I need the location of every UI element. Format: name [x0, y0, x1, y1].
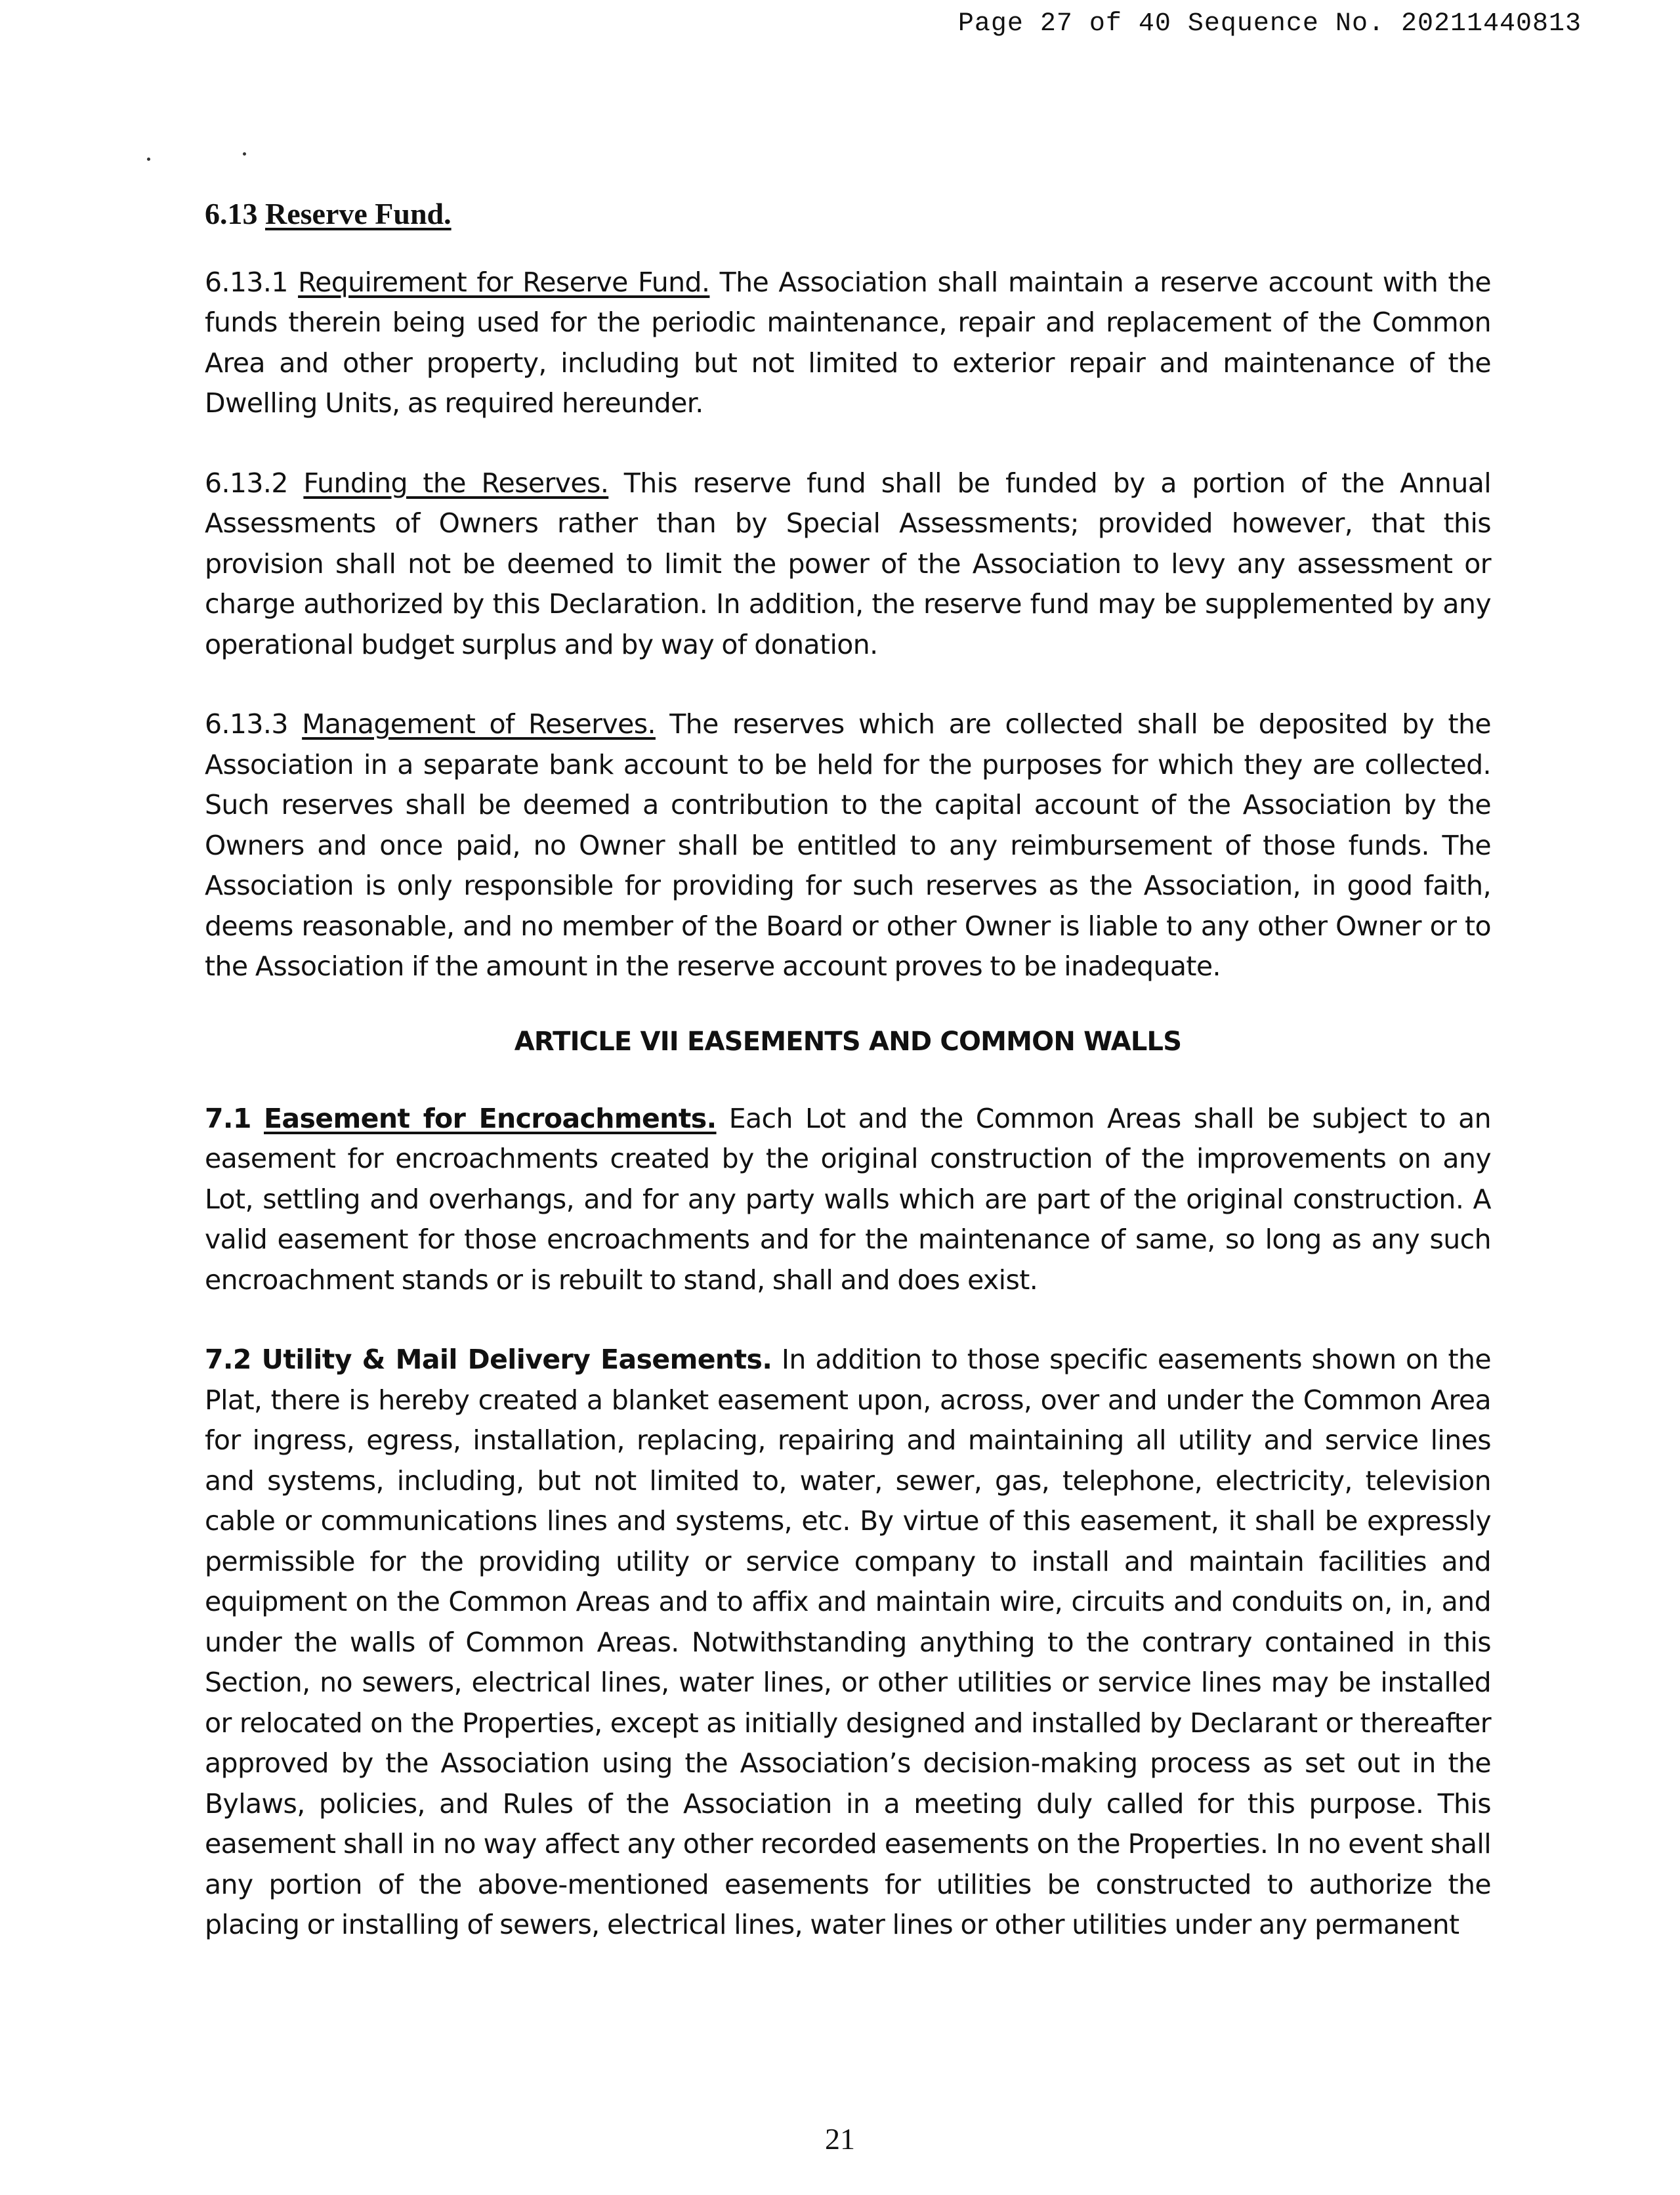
paragraph-number: 6.13.3	[205, 708, 288, 740]
paragraph-text: In addition to those specific easements shown on the Plat, there is hereby created a blanket easement upon, across, over and under the Common Area for ingress, egress, installation, replacing, repairing and maintaining all utility and service lines and systems, including, but not limited to, water, sewer, gas, telephone, electricity, television cable or communications lines and systems, etc. By virtue of this easement, it shall be expressly permissible for the providing utility or service company to install and maintain facilities and equipment on the Common Areas and to affix and maintain wire, circuits and conduits on, in, and under the walls of Common Areas. Notwithstanding anything to the contrary contained in this Section, no sewers, electrical lines, water lines, or other utilities or service lines may be installed or relocated on the Properties, except as initially designed and installed by Declarant or thereafter approved by the Association using the Association’s decision-making process as set out in the Bylaws, policies, and Rules of the Association in a meeting duly called for this purpose. This easement shall in no way affect any other recorded easements on the Properties. In no event shall any portion of the above-mentioned easements for utilities be constructed to authorize the placing or installing of sewers, electrical lines, water lines or other utilities under any permanent	[205, 1344, 1492, 1941]
paragraph-6-13-3	[205, 704, 1491, 987]
paragraph-number: 6.13.1	[205, 266, 288, 298]
paragraph-heading: Funding the Reserves.	[303, 467, 609, 499]
paragraph-text: The reserves which are collected shall be deposited by the Association in a separate bank account to be held for the purposes for which they are collected. Such reserves shall be deemed a contribution to the capital account of the Association by the Owners and once paid, no Owner shall be entitled to any reimbursement of those funds. The Association is only responsible for providing for such reserves as the Association, in good faith, deems reasonable, and no member of the Board or other Owner is liable to any other Owner or to the Association if the amount in the reserve account proves to be inadequate.	[205, 708, 1492, 983]
paragraph-6-13-2	[205, 463, 1491, 666]
document-body	[205, 194, 1491, 1985]
paragraph-number: 7.1	[205, 1102, 251, 1134]
paragraph-text: The Association shall maintain a reserve account with the funds therein being used for the periodic maintenance, repair and replacement of the Common Area and other property, including but not limited to exterior repair and maintenance of the Dwelling Units, as required hereunder.	[205, 266, 1492, 419]
paragraph-heading: Requirement for Reserve Fund.	[298, 266, 710, 298]
paragraph-7-1	[205, 1099, 1491, 1301]
paragraph-heading: Management of Reserves.	[302, 708, 656, 740]
paragraph-6-13-1	[205, 263, 1491, 424]
paragraph-text: This reserve fund shall be funded by a portion of the Annual Assessments of Owners rather than by Special Assessments; provided however, that this provision shall not be deemed to limit the power of the Association to levy any assessment or charge authorized by this Declaration. In addition, the reserve fund may be supplemented by any operational budget surplus and by way of donation.	[205, 467, 1492, 660]
section-number: 6.13	[205, 197, 258, 230]
paragraph-heading: Easement for Encroachments.	[264, 1102, 717, 1134]
paragraph-heading: 7.2 Utility & Mail Delivery Easements.	[205, 1344, 772, 1376]
section-title-6-13	[205, 194, 1491, 234]
page-number: 21	[825, 2122, 855, 2156]
scan-speck	[147, 158, 150, 161]
paragraph-text: Each Lot and the Common Areas shall be subject to an easement for encroachments created by the original construction of the improvements on any Lot, settling and overhangs, and for any party walls which are part of the original construction. A valid easement for those encroachments and for the maintenance of same, so long as any such encroachment stands or is rebuilt to stand, shall and does exist.	[205, 1102, 1491, 1296]
scan-speck	[243, 152, 246, 156]
paragraph-7-2	[205, 1340, 1491, 1946]
paragraph-number: 6.13.2	[205, 467, 288, 499]
recording-stamp: Page 27 of 40 Sequence No. 20211440813	[957, 9, 1582, 39]
article-heading: ARTICLE VII EASEMENTS AND COMMON WALLS	[514, 1026, 1182, 1057]
section-heading: Reserve Fund.	[265, 197, 452, 230]
